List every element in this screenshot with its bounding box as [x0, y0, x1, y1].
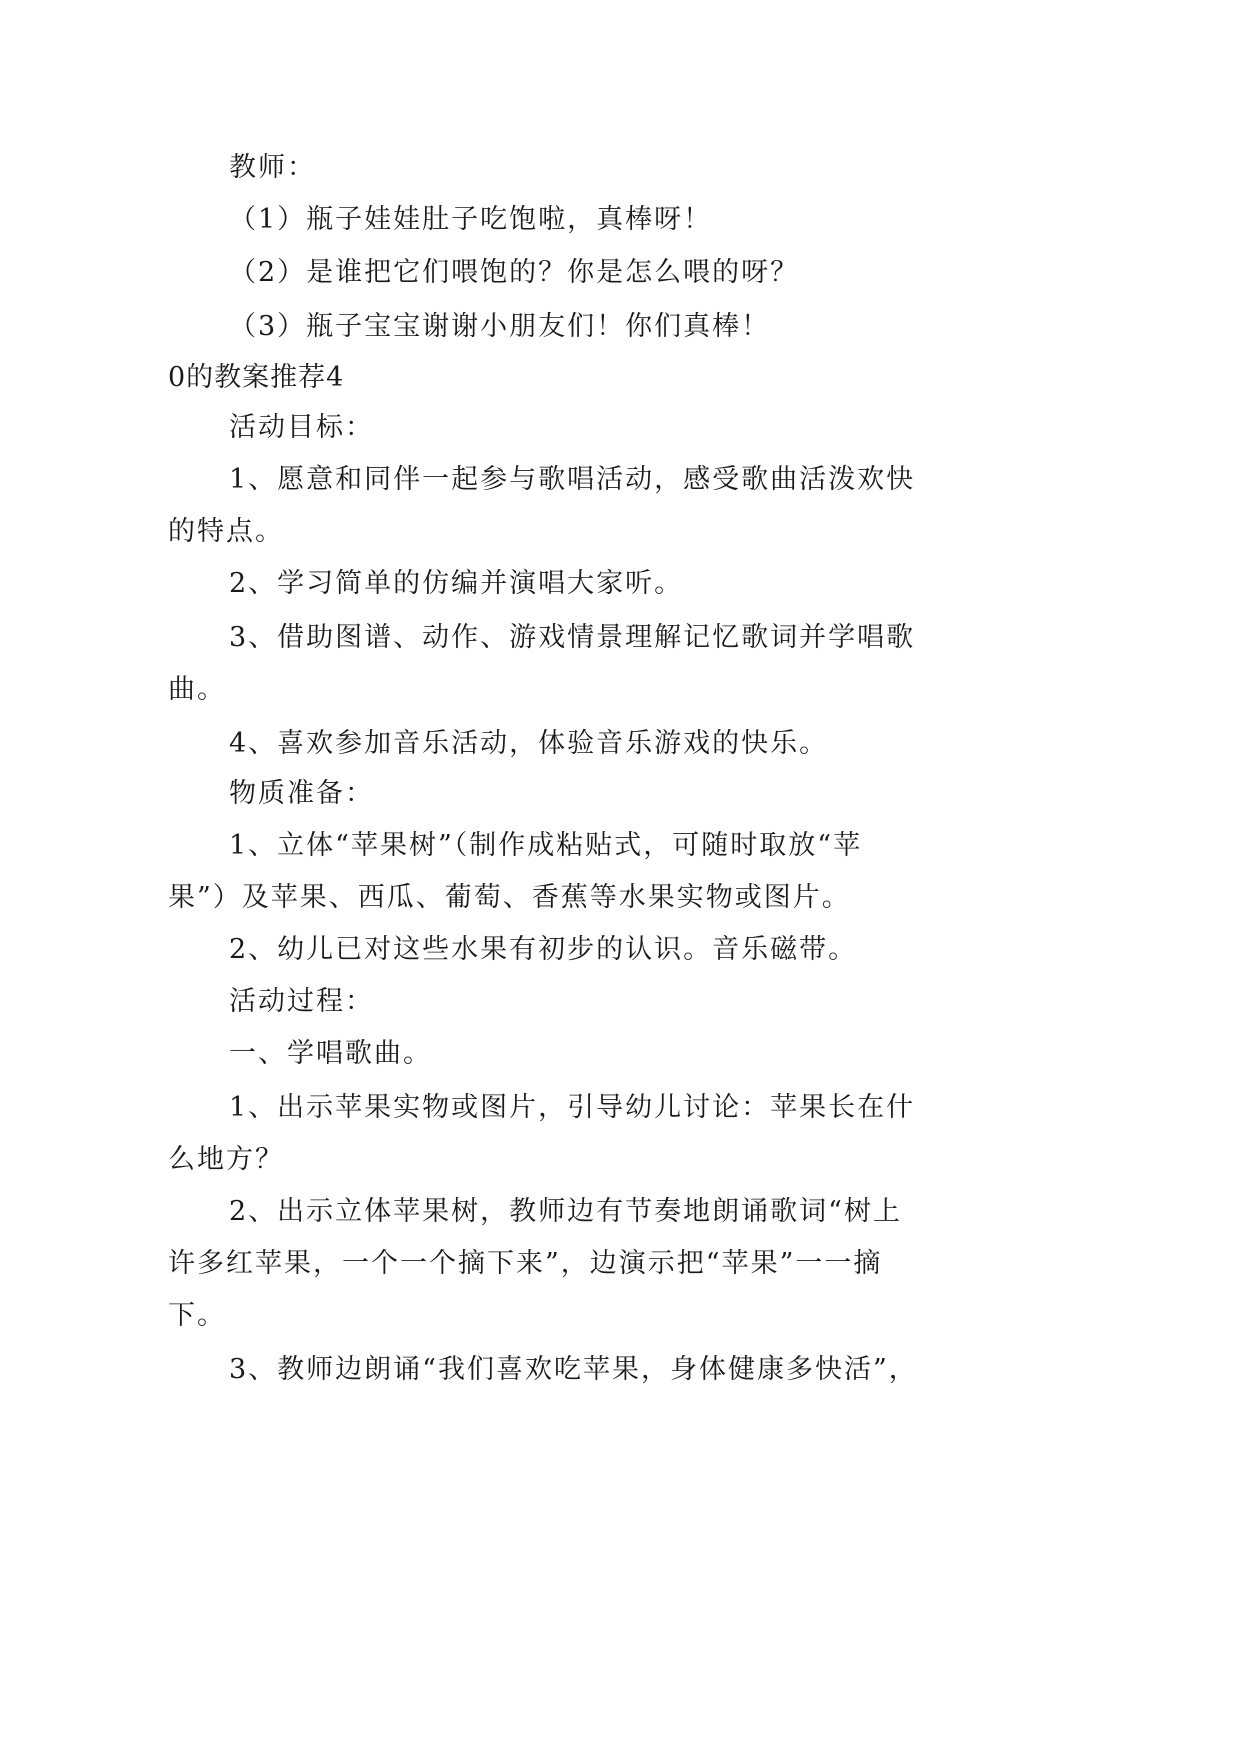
intro-item-1: （1）瓶子娃娃肚子吃饱啦，真棒呀！: [229, 204, 713, 235]
section-title: 0的教案推荐4: [168, 362, 345, 393]
goal-item-2: 2、学习简单的仿编并演唱大家听。: [229, 568, 684, 599]
material-item-1-cont: 果”）及苹果、西瓜、葡萄、香蕉等水果实物或图片。: [168, 882, 851, 913]
goal-item-4: 4、喜欢参加音乐活动，体验音乐游戏的快乐。: [229, 728, 829, 759]
intro-item-3: （3）瓶子宝宝谢谢小朋友们！你们真棒！: [229, 311, 771, 342]
process-step-2-cont2: 下。: [168, 1300, 226, 1331]
materials-heading: 物质准备：: [229, 778, 374, 809]
process-heading: 活动过程：: [229, 986, 374, 1017]
material-item-1: 1、立体“苹果树”（制作成粘贴式，可随时取放“苹: [229, 830, 863, 861]
material-item-2: 2、幼儿已对这些水果有初步的认识。音乐磁带。: [229, 934, 858, 965]
goals-heading: 活动目标：: [229, 412, 374, 443]
goal-item-1: 1、愿意和同伴一起参与歌唱活动，感受歌曲活泼欢快: [229, 464, 916, 495]
teacher-label: 教师：: [229, 152, 316, 183]
process-step-2-cont: 许多红苹果，一个一个摘下来”，边演示把“苹果”一一摘: [168, 1248, 883, 1279]
process-step-1-cont: 么地方？: [168, 1144, 284, 1175]
process-step-3: 3、教师边朗诵“我们喜欢吃苹果，身体健康多快活”，: [229, 1354, 918, 1385]
process-part-1: 一、学唱歌曲。: [229, 1038, 432, 1069]
intro-item-2: （2）是谁把它们喂饱的？你是怎么喂的呀？: [229, 257, 800, 288]
process-step-2: 2、出示立体苹果树，教师边有节奏地朗诵歌词“树上: [229, 1196, 902, 1227]
process-step-1: 1、出示苹果实物或图片，引导幼儿讨论：苹果长在什: [229, 1092, 916, 1123]
goal-item-3: 3、借助图谱、动作、游戏情景理解记忆歌词并学唱歌: [229, 622, 916, 653]
goal-item-3-cont: 曲。: [168, 674, 226, 705]
goal-item-1-cont: 的特点。: [168, 516, 284, 547]
